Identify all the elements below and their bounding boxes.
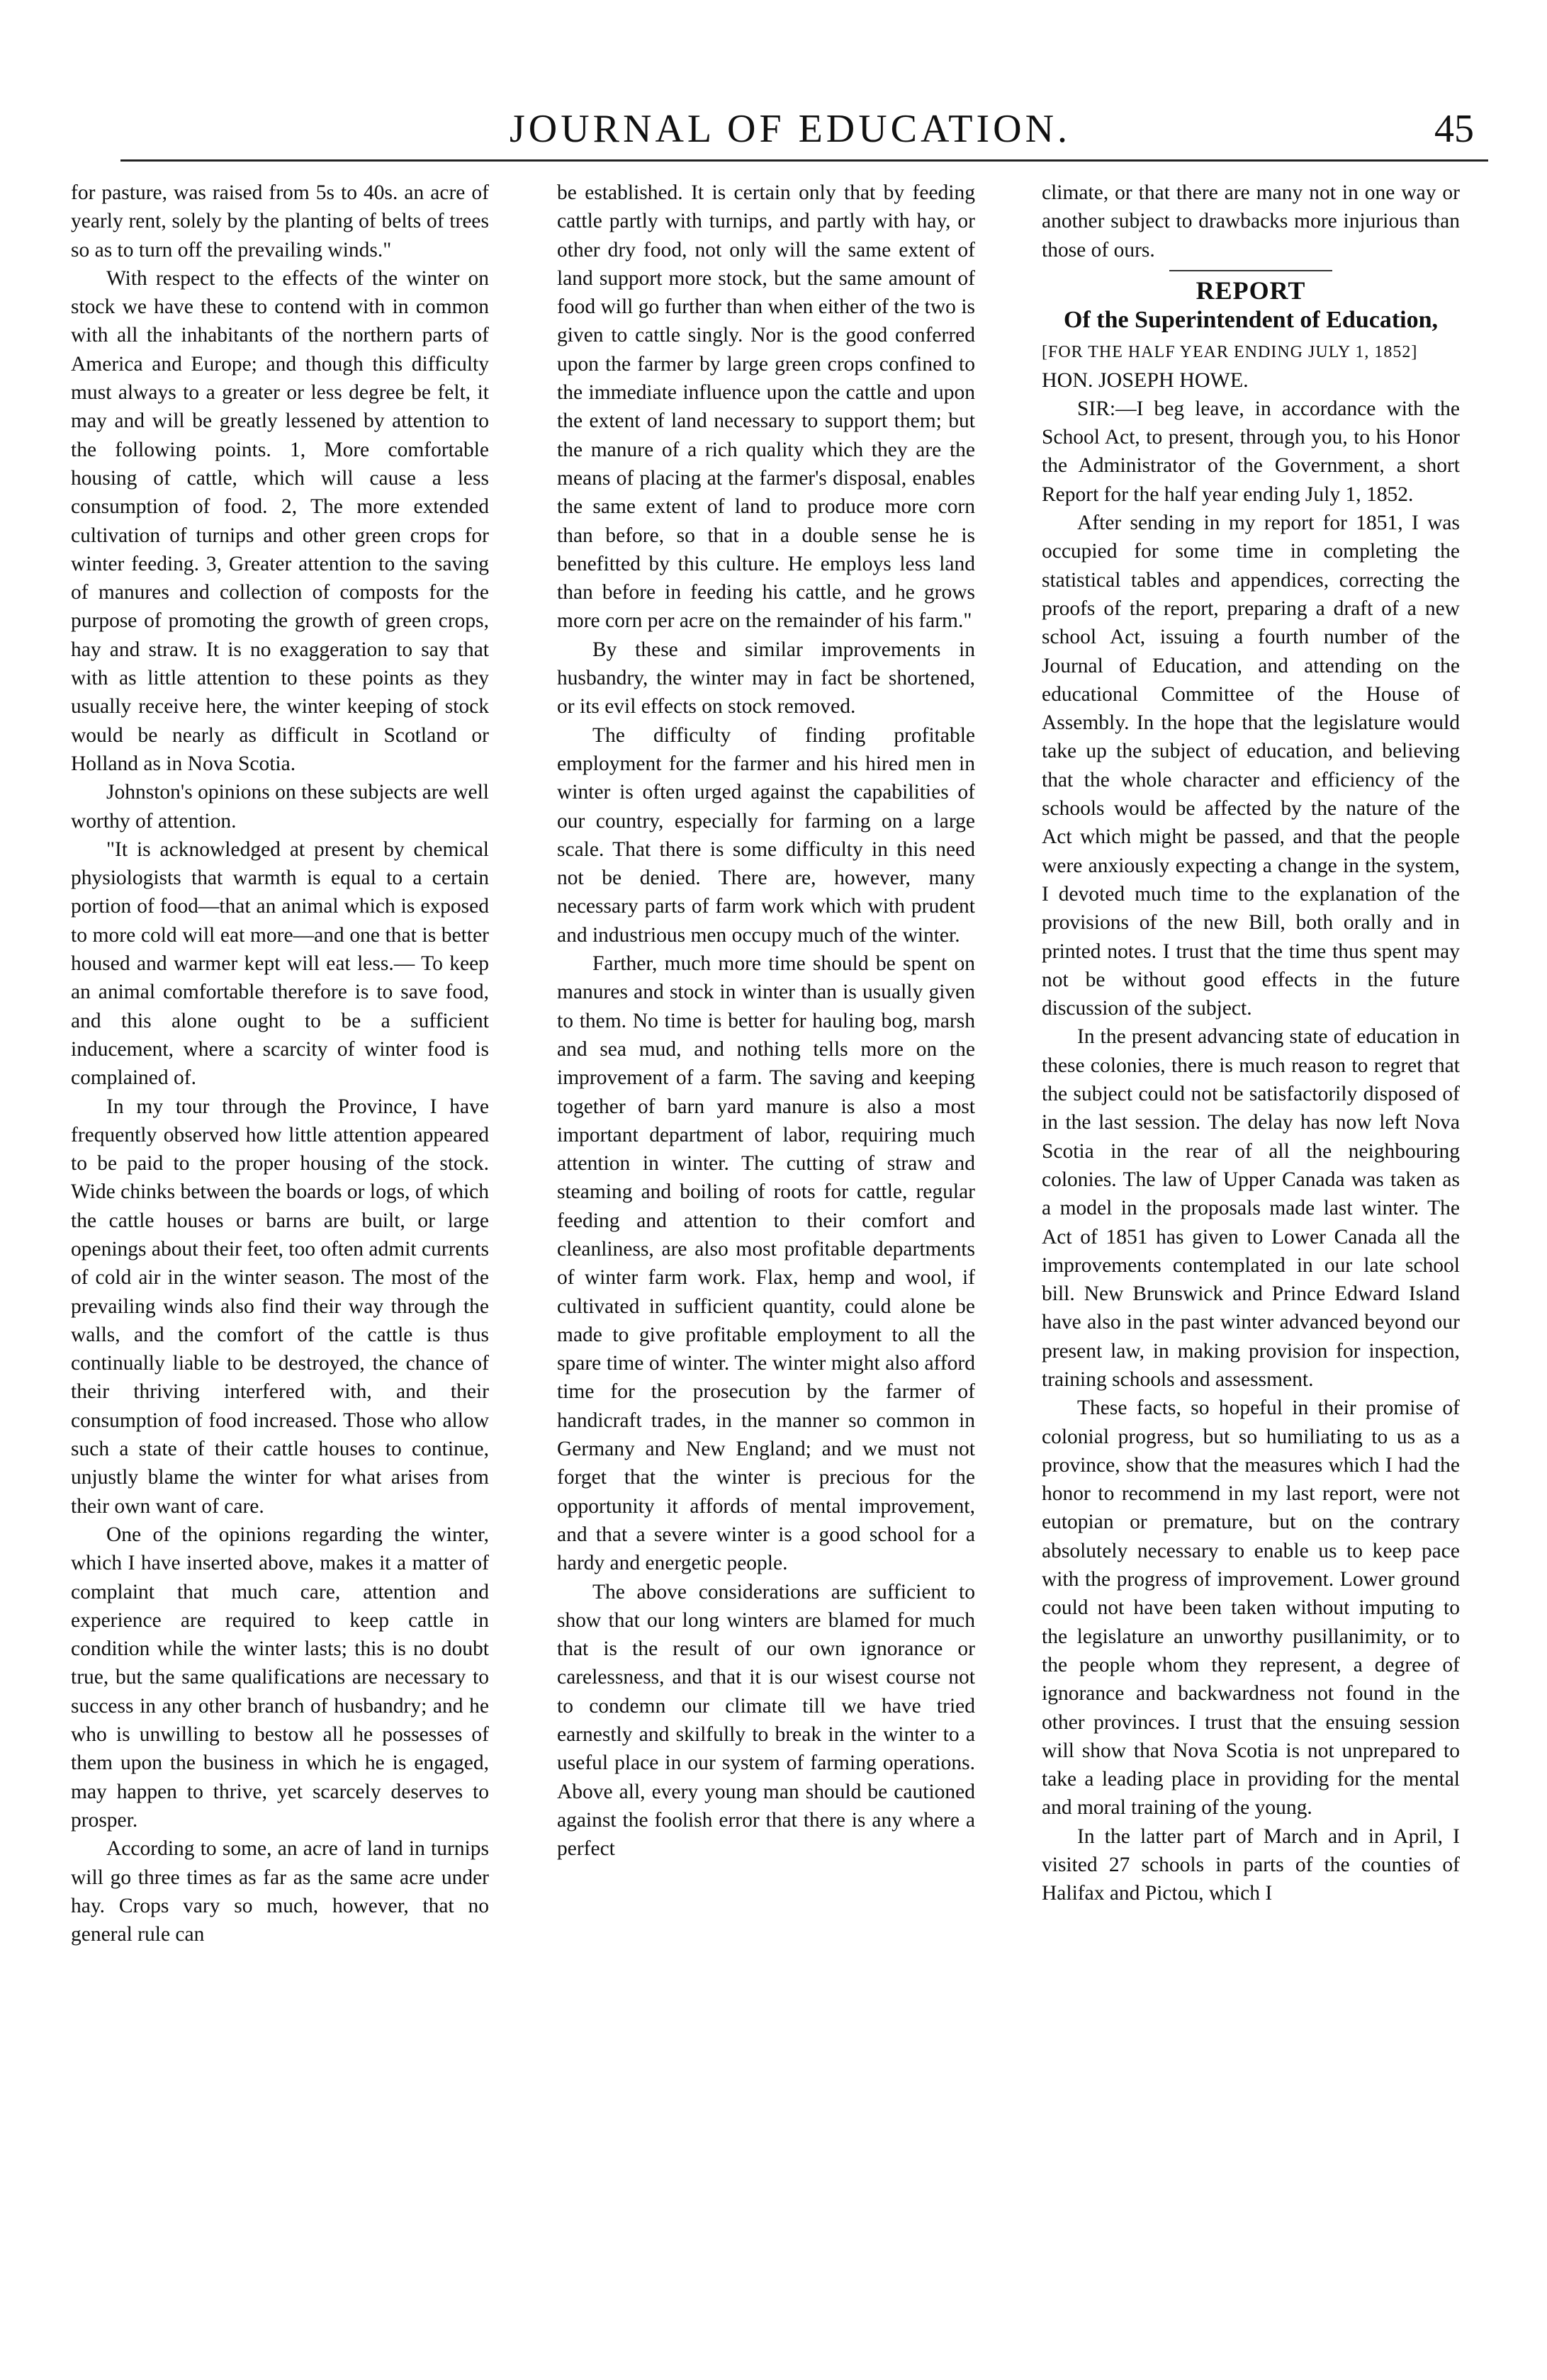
paragraph: SIR:—I beg leave, in accordance with the School Act, to present, through you, to his Honor the Administrator of the Government, a short Report for the half year ending July 1, 1852.	[1042, 397, 1460, 506]
paragraph: Farther, much more time should be spent on manures and stock in winter than is usually given to them. No time is better for hauling bog, marsh and sea mud, and nothing tells more on the improvement of a farm. The saving and keeping together of barn yard manure is also a most important department of labor, requiring much attention in winter. The cutting of straw and steaming and boiling of roots for cattle, regular feeding and attention to their comfort and cleanliness, are also most profitable departments of winter farm work. Flax, hemp and wool, if cultivated in sufficient quantity, could alone be made to give profitable employment to all the spare time of winter. The winter might also afford time for the prosecution by the farmer of handicraft trades, in the manner so common in Germany and New England; and we must not forget that the winter is precious for the opportunity it affords of mental improvement, and that a severe winter is a good school for a hardy and energetic people.	[557, 952, 975, 1575]
paragraph: The above considerations are sufficient to show that our long winters are blamed for much that is the result of our own ignorance or carelessness, and that it is our wisest course not to condemn our climate till we have tried earnestly and skilfully to break in the winter to a useful place in our system of farming operations. Above all, every young man should be cautioned against the foolish error that there is any where a perfect	[557, 1580, 975, 1861]
paragraph: for pasture, was raised from 5s to 40s. an acre of yearly rent, solely by the planting of belts of trees so as to turn off the prevailing winds."	[71, 181, 489, 261]
paragraph: The difficulty of finding profitable employment for the farmer and his hired men in winter is often urged against the capabilities of our country, especially for farming on a large scale. That there is some difficulty in this need not be denied. There are, however, many necessary parts of farm work which with prudent and industrious men occupy much of the winter.	[557, 723, 975, 947]
paragraph: In my tour through the Province, I have frequently observed how little attention appeared to be paid to the proper housing of the stock. Wide chinks between the boards or logs, of which the cattle houses or barns are built, or large openings about their feet, too often admit currents of cold air in the winter season. The most of the prevailing winds also find their way through the walls, and the comfort of the cattle is thus continually liable to be destroyed, the chance of their thriving interfered with, and their consumption of food increased. Those who allow such a state of their cattle houses to continue, unjustly blame the winter for what arises from their own want of care.	[71, 1095, 489, 1518]
paragraph: With respect to the effects of the winter on stock we have these to contend with in common with all the inhabitants of the northern parts of America and Europe; and though this difficulty must always to a greater or less degree be felt, it may and will be greatly lessened by attention to the following points. 1, More comfortable housing of cattle, which will cause a less consumption of food. 2, The more extended cultivation of turnips and other green crops for winter feeding. 3, Greater attention to the saving of manures and collection of composts for the purpose of promoting the growth of green crops, hay and straw. It is no exaggeration to say that with as little attention to these points as they usually receive here, the winter keeping of stock would be nearly as difficult in Scotland or Holland as in Nova Scotia.	[71, 266, 489, 775]
addressee: HON. JOSEPH HOWE.	[1042, 368, 1249, 392]
page-number: 45	[1434, 107, 1474, 151]
paragraph: be established. It is certain only that by feeding cattle partly with turnips, and partly with hay, or other dry food, not only will the same extent of land support more stock, but the same amount of food will go further than when either of the two is given to cattle singly. Nor is the good conferred upon the farmer by large green crops confined to the immediate influence upon the cattle and upon the extent of land necessary to support them; but the manure of a rich quality which they are the means of placing at the farmer's disposal, enables the same extent of land to produce more corn than before, so that in a double sense he is benefitted by this culture. He employs less land than before in feeding his cattle, and he grows more corn per acre on the remainder of his farm."	[557, 181, 975, 633]
section-divider	[1169, 270, 1332, 271]
column-1	[71, 179, 489, 2304]
paragraph: By these and similar improvements in husbandry, the winter may in fact be shortened, or its evil effects on stock removed.	[557, 638, 975, 718]
report-subtitle: Of the Superintendent of Education,	[1064, 306, 1438, 333]
paragraph: In the present advancing state of education in these colonies, there is much reason to regret that the subject could not be satisfactorily disposed of in the last session. The delay has now left Nova Scotia in the rear of all the neighbouring colonies. The law of Upper Canada was taken as a model in the proposals made last winter. The Act of 1851 has given to Lower Canada all the improvements contemplated in our late school bill. New Brunswick and Prince Edward Island have also in the past winter advanced beyond our present law, in making provision for inspection, training schools and assessment.	[1042, 1025, 1460, 1391]
column-3	[1042, 179, 1460, 2304]
paragraph: "It is acknowledged at present by chemical physiologists that warmth is equal to a certain portion of food—that an animal which is exposed to more cold will eat more—and one that is better housed and warmer kept will eat less.— To keep an animal comfortable therefore is to save food, and this alone ought to be a sufficient inducement, where a scarcity of winter food is complained of.	[71, 837, 489, 1090]
running-title: JOURNAL OF EDUCATION.	[509, 107, 1071, 151]
report-title: REPORT	[1196, 276, 1306, 305]
paragraph: After sending in my report for 1851, I was occupied for some time in completing the statistical tables and appendices, correcting the proofs of the report, preparing a draft of a new school Act, issuing a fourth number of the Journal of Education, and attending on the educational Committee of the House of Assembly. In the hope that the legislature would take up the subject of education, and believing that the whole character and efficiency of the schools would be affected by the nature of the Act which might be passed, and that the people were anxiously expecting a change in the system, I devoted much time to the explanation of the provisions of the new Bill, both orally and in printed notes. I trust that the time thus spent may not be without good effects in the future discussion of the subject.	[1042, 512, 1460, 1020]
paragraph: Johnston's opinions on these subjects are well worthy of attention.	[71, 781, 489, 833]
page-header	[106, 106, 1474, 163]
column-2	[557, 179, 975, 2304]
paragraph: These facts, so hopeful in their promise of colonial progress, but so humiliating to us as a province, show that the measures which I had the honor to recommend in my last report, were not eutopian or premature, but on the contrary absolutely necessary to enable us to keep pace with the progress of improvement. Lower ground could not have been taken without imputing to the legislature an unworthy pusillanimity, or to the people whom they represent, a degree of ignorance and backwardness not found in the other provinces. I trust that the ensuing session will show that Nova Scotia is not unprepared to take a leading place in providing for the mental and moral training of the young.	[1042, 1397, 1460, 1820]
header-rule	[120, 159, 1488, 162]
paragraph: climate, or that there are many not in one way or another subject to drawbacks more injurious than those of ours.	[1042, 181, 1460, 261]
report-period: [FOR THE HALF YEAR ENDING JULY 1, 1852]	[1042, 342, 1418, 361]
paragraph: One of the opinions regarding the winter, which I have inserted above, makes it a matter of complaint that much care, attention and experience are required to keep cattle in condition while the winter lasts; this is no doubt true, but the same qualifications are necessary to success in any other branch of husbandry; and he who is unwilling to bestow all he possesses of them upon the business in which he is engaged, may happen to thrive, yet scarcely deserves to prosper.	[71, 1523, 489, 1832]
paragraph: In the latter part of March and in April, I visited 27 schools in parts of the counties of Halifax and Pictou, which I	[1042, 1825, 1460, 1905]
paragraph: According to some, an acre of land in turnips will go three times as far as the same acre under hay. Crops vary so much, however, that no general rule can	[71, 1837, 489, 1946]
